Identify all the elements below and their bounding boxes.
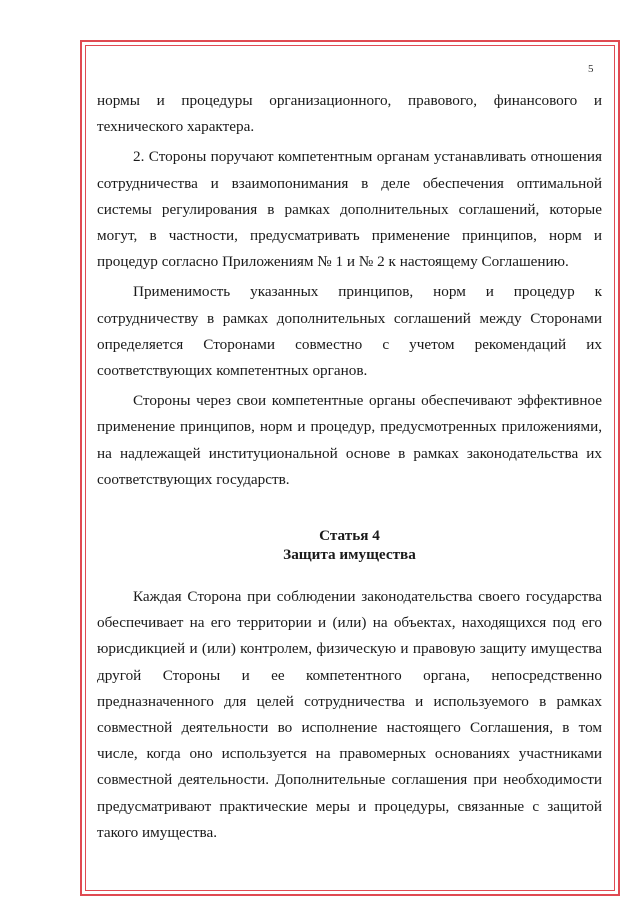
paragraph-2: 2. Стороны поручают компетентным органам устанавливать отношения сотрудничества и взаимопонимания в деле обеспечения оптимальной системы регулирования в рамках дополнительных соглашений, которые могут, в частности, предусматривать применение принципов, норм и процедур согласно Приложениям № 1 и № 2 к настоящему Соглашению. [97, 148, 602, 271]
paragraph-continuation: нормы и процедуры организационного, правового, финансового и технического характера. [97, 92, 602, 136]
article-title: Защита имущества [283, 546, 416, 564]
article-body: Каждая Сторона при соблюдении законодательства своего государства обеспечивает на его территории и (или) на объектах, находящихся под его юрисдикцией и (или) контролем, физическую и правовую защиту имущества другой Стороны и ее компетентного органа, непосредственно предназначенного для целей сотрудничества и используемого в рамках совместной деятельности во исполнение настоящего Соглашения, в том числе, когда оно используется на правомерных основаниях участниками совместной деятельности. Дополнительные соглашения при необходимости предусматривают практические меры и процедуры, связанные с защитой такого имущества. [97, 588, 602, 841]
article-number: Статья 4 [319, 527, 380, 545]
article-heading [97, 526, 602, 564]
paragraph-competent-bodies: Стороны через свои компетентные органы обеспечивают эффективное применение принципов, норм и процедур, предусмотренных приложениями, на надлежащей институциональной основе в рамках законодательства их соответствующих государств. [97, 392, 602, 488]
document-body [97, 88, 602, 846]
page-number: 5 [588, 63, 594, 75]
paragraph-applicability: Применимость указанных принципов, норм и процедур к сотрудничеству в рамках дополнительных соглашений между Сторонами определяется Сторонами совместно с учетом рекомендаций их соответствующих компетентных органов. [97, 283, 602, 380]
